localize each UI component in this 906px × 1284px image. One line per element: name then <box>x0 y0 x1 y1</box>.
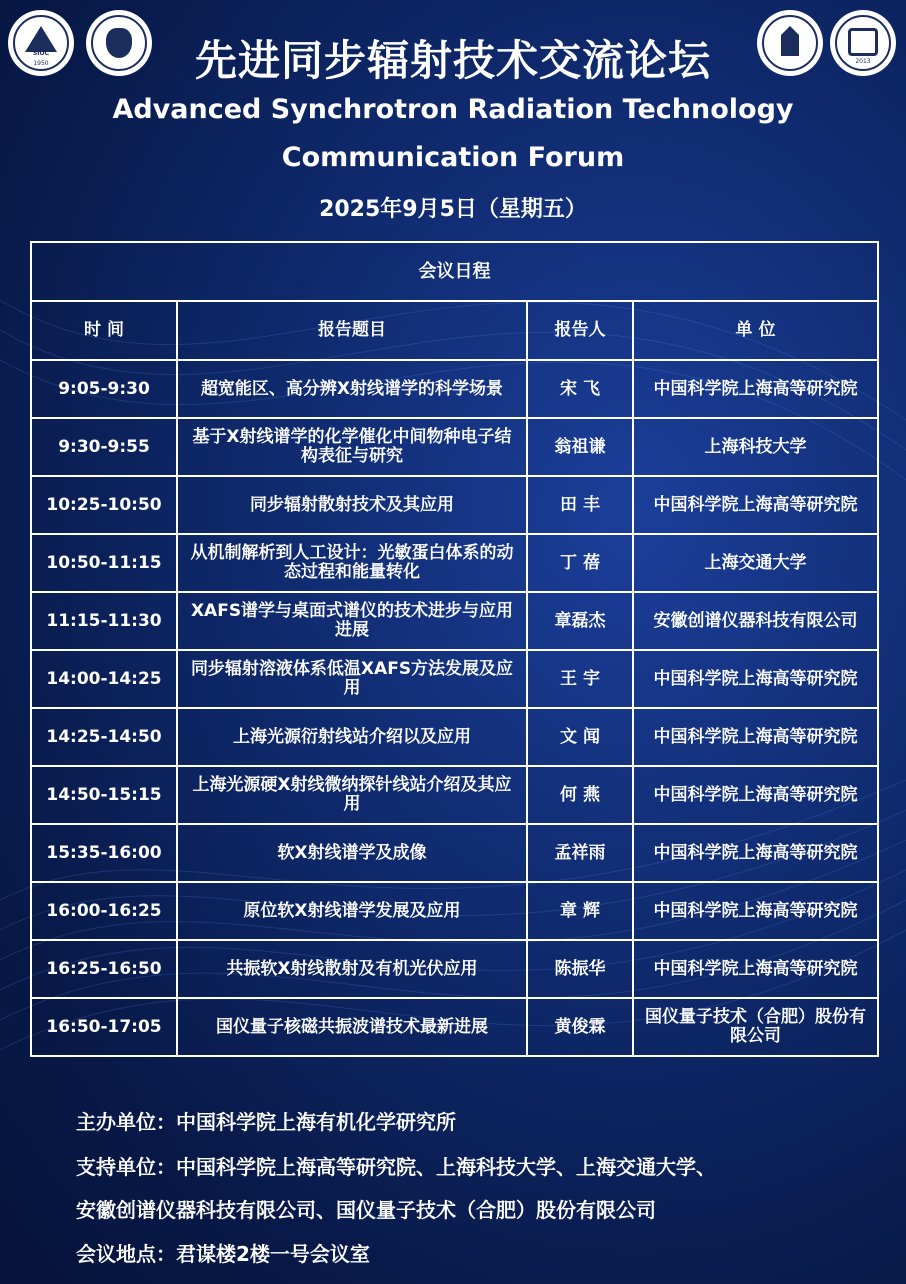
row-org: 安徽创谱仪器科技有限公司 <box>633 592 878 650</box>
table-row <box>31 824 878 882</box>
supporting-organizers-line2: 安徽创谱仪器科技有限公司、国仪量子技术（合肥）股份有限公司 <box>76 1198 656 1222</box>
event-date: 2025年9月5日（星期五） <box>319 197 587 222</box>
row-time: 9:30-9:55 <box>31 418 177 476</box>
row-speaker: 宋 飞 <box>527 360 633 418</box>
table-row <box>31 940 878 998</box>
row-org: 国仪量子技术（合肥）股份有限公司 <box>633 998 878 1056</box>
table-row <box>31 360 878 418</box>
row-speaker: 丁 蓓 <box>527 534 633 592</box>
siocc-logo-text: SIOC <box>32 50 50 57</box>
table-row <box>31 418 878 476</box>
table-row <box>31 534 878 592</box>
row-speaker: 翁祖谦 <box>527 418 633 476</box>
row-topic: 同步辐射溶液体系低温XAFS方法发展及应用 <box>177 650 527 708</box>
row-time: 16:25-16:50 <box>31 940 177 998</box>
row-time: 14:25-14:50 <box>31 708 177 766</box>
agenda-table <box>30 241 879 1057</box>
row-speaker: 何 燕 <box>527 766 633 824</box>
row-speaker: 田 丰 <box>527 476 633 534</box>
row-org: 中国科学院上海高等研究院 <box>633 766 878 824</box>
table-row <box>31 708 878 766</box>
table-row <box>31 998 878 1056</box>
column-header-speaker: 报告人 <box>527 301 633 360</box>
table-row <box>31 650 878 708</box>
row-speaker: 黄俊霖 <box>527 998 633 1056</box>
row-time: 15:35-16:00 <box>31 824 177 882</box>
row-topic: 同步辐射散射技术及其应用 <box>177 476 527 534</box>
column-header-topic: 报告题目 <box>177 301 527 360</box>
row-speaker: 孟祥雨 <box>527 824 633 882</box>
row-org: 中国科学院上海高等研究院 <box>633 650 878 708</box>
row-org: 中国科学院上海高等研究院 <box>633 940 878 998</box>
row-org: 中国科学院上海高等研究院 <box>633 824 878 882</box>
column-header-org: 单 位 <box>633 301 878 360</box>
row-speaker: 章磊杰 <box>527 592 633 650</box>
row-time: 10:50-11:15 <box>31 534 177 592</box>
english-title-line1: Advanced Synchrotron Radiation Technology <box>112 94 794 125</box>
host-organizer: 主办单位：中国科学院上海有机化学研究所 <box>76 1110 456 1134</box>
row-org: 中国科学院上海高等研究院 <box>633 476 878 534</box>
row-topic: 软X射线谱学及成像 <box>177 824 527 882</box>
venue: 会议地点：君谋楼2楼一号会议室 <box>76 1242 370 1266</box>
english-title-line2: Communication Forum <box>281 142 625 173</box>
row-time: 14:00-14:25 <box>31 650 177 708</box>
table-row <box>31 592 878 650</box>
table-row <box>31 766 878 824</box>
row-time: 14:50-15:15 <box>31 766 177 824</box>
row-topic: 原位软X射线谱学发展及应用 <box>177 882 527 940</box>
row-speaker: 王 宇 <box>527 650 633 708</box>
row-topic: 从机制解析到人工设计：光敏蛋白体系的动态过程和能量转化 <box>177 534 527 592</box>
shtech-logo-year: 2013 <box>855 58 871 65</box>
row-time: 16:00-16:25 <box>31 882 177 940</box>
row-org: 中国科学院上海高等研究院 <box>633 882 878 940</box>
siocc-logo-year: 1950 <box>33 60 49 67</box>
row-time: 11:15-11:30 <box>31 592 177 650</box>
row-topic: 共振软X射线散射及有机光伏应用 <box>177 940 527 998</box>
row-topic: 国仪量子核磁共振波谱技术最新进展 <box>177 998 527 1056</box>
row-speaker: 陈振华 <box>527 940 633 998</box>
column-header-time: 时 间 <box>31 301 177 360</box>
supporting-organizers-line1: 支持单位：中国科学院上海高等研究院、上海科技大学、上海交通大学、 <box>76 1155 716 1179</box>
row-time: 10:25-10:50 <box>31 476 177 534</box>
row-topic: 基于X射线谱学的化学催化中间物种电子结构表征与研究 <box>177 418 527 476</box>
page-title: 先进同步辐射技术交流论坛 <box>194 36 711 85</box>
agenda-caption: 会议日程 <box>31 242 878 301</box>
row-topic: 上海光源衍射线站介绍以及应用 <box>177 708 527 766</box>
row-topic: XAFS谱学与桌面式谱仪的技术进步与应用进展 <box>177 592 527 650</box>
row-speaker: 章 辉 <box>527 882 633 940</box>
row-org: 中国科学院上海高等研究院 <box>633 360 878 418</box>
row-org: 上海科技大学 <box>633 418 878 476</box>
row-topic: 上海光源硬X射线微纳探针线站介绍及其应用 <box>177 766 527 824</box>
row-topic: 超宽能区、高分辨X射线谱学的科学场景 <box>177 360 527 418</box>
row-org: 上海交通大学 <box>633 534 878 592</box>
row-org: 中国科学院上海高等研究院 <box>633 708 878 766</box>
row-time: 9:05-9:30 <box>31 360 177 418</box>
row-time: 16:50-17:05 <box>31 998 177 1056</box>
row-speaker: 文 闻 <box>527 708 633 766</box>
table-row <box>31 882 878 940</box>
table-row <box>31 476 878 534</box>
